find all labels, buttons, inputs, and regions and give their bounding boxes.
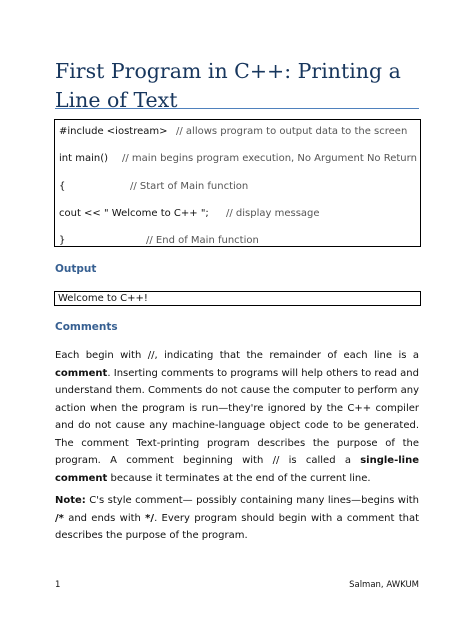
code-listing-box	[54, 119, 421, 247]
para-text: and ends with	[63, 512, 146, 524]
comments-paragraph	[55, 347, 419, 487]
output-box	[54, 291, 421, 306]
para-bold-term: single-line comment	[55, 455, 419, 484]
para-text: . Inserting comments to programs will help others to read and understand them. Comments do not cause the computer to perform any action when the program is run—they're ignored by the C++ compiler and do not cause any machine-language object code to be generated. The comment Text-printing program describes the purpose of the program. A comment beginning with // is called a	[55, 367, 419, 466]
para-text: C's style comment— possibly containing many lines—begins with	[85, 495, 419, 506]
code-text: }	[59, 235, 66, 246]
title-underline	[55, 108, 419, 109]
code-comment: // Start of Main function	[130, 181, 249, 192]
para-text: Each begin with //, indicating that the remainder of each line is a	[55, 350, 419, 361]
code-comment: // main begins program execution, No Argument No Return	[122, 153, 417, 164]
code-comment: // End of Main function	[146, 235, 259, 246]
output-text: Welcome to C++!	[58, 293, 148, 304]
code-text: int main()	[59, 153, 109, 164]
code-comment: // display message	[226, 208, 320, 219]
page-title: First Program in C++: Printing a Line of Text	[55, 59, 401, 112]
note-paragraph	[55, 492, 419, 545]
footer-author: Salman, AWKUM	[349, 580, 419, 590]
code-line	[59, 124, 408, 140]
para-bold-term: /*	[55, 512, 64, 524]
comments-heading: Comments	[55, 321, 118, 333]
note-label: Note:	[55, 495, 86, 506]
para-bold-term: comment	[55, 367, 108, 379]
code-text: cout << " Welcome to C++ ";	[59, 208, 209, 219]
code-line	[59, 206, 320, 222]
code-line	[59, 233, 259, 249]
para-text: because it terminates at the end of the current line.	[107, 472, 371, 484]
code-line	[59, 179, 249, 195]
code-text: #include <iostream>	[59, 126, 168, 137]
para-bold-term: */	[145, 512, 155, 524]
code-comment: // allows program to output data to the screen	[176, 126, 408, 137]
code-line	[59, 151, 417, 167]
page-number: 1	[55, 580, 61, 590]
output-heading: Output	[55, 263, 97, 275]
code-text: {	[59, 181, 66, 192]
para-text: . Every program should begin with a comment that describes the purpose of the program.	[55, 512, 419, 541]
